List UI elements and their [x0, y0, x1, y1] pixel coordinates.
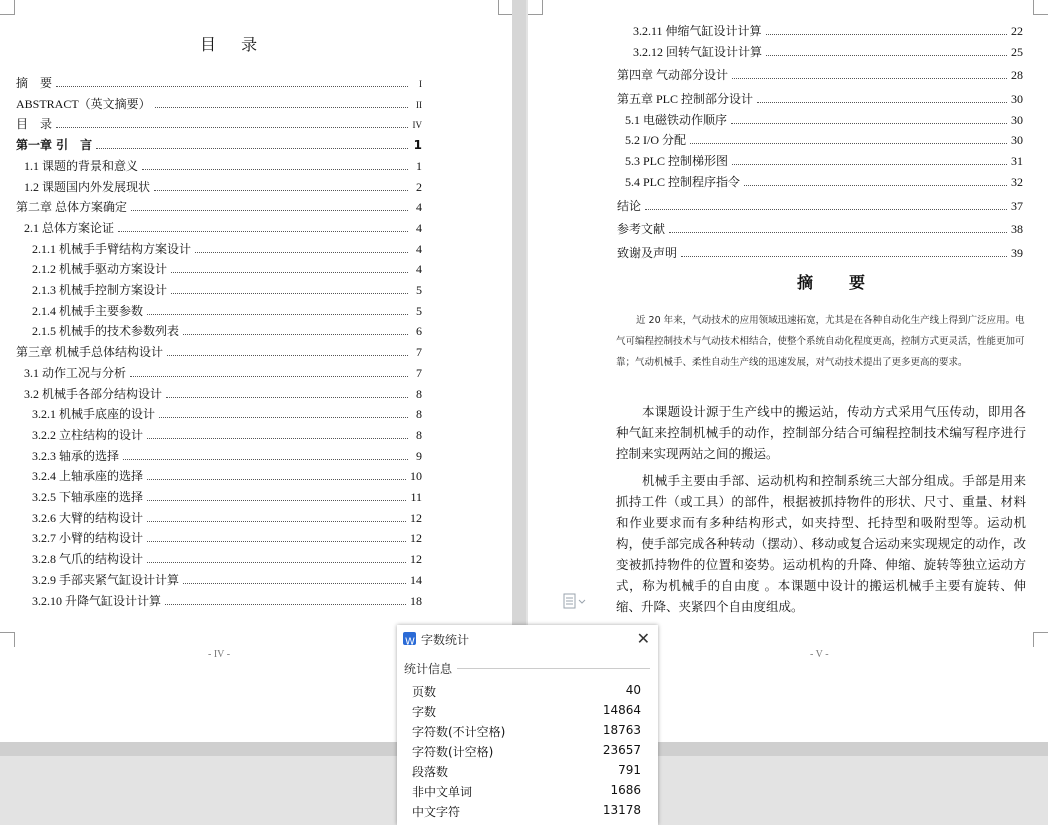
- stat-value: 23657: [602, 743, 641, 757]
- toc-entry[interactable]: [16, 199, 422, 215]
- toc-entry-page: 38: [1011, 222, 1023, 236]
- toc-entry[interactable]: [16, 344, 422, 360]
- toc-leader-dots: [744, 174, 1007, 186]
- toc-entry-page: 9: [416, 448, 422, 463]
- toc-entry-page: 1: [416, 158, 422, 173]
- toc-entry[interactable]: [24, 220, 422, 236]
- paragraph-layout-icon[interactable]: [563, 593, 587, 609]
- toc-leader-dots: [154, 179, 408, 191]
- toc-entry-page: 11: [410, 490, 422, 504]
- toc-entry-title: 3.2.2 立柱结构的设计: [32, 427, 144, 442]
- stat-row: [412, 743, 641, 760]
- toc-entry[interactable]: [32, 551, 422, 567]
- toc-leader-dots: [147, 468, 406, 480]
- toc-leader-dots: [147, 551, 406, 563]
- toc-entry-page: 2: [416, 179, 422, 194]
- toc-leader-dots: [757, 91, 1007, 103]
- toc-leader-dots: [681, 245, 1007, 257]
- toc-entry[interactable]: [24, 158, 422, 174]
- stat-label: 页数: [412, 685, 437, 699]
- toc-entry-title: 2.1 总体方案论证: [24, 220, 115, 235]
- toc-entry[interactable]: [32, 448, 422, 464]
- toc-entry-title: 3.2.1 机械手底座的设计: [32, 407, 156, 422]
- toc-entry-page: 5: [416, 283, 422, 297]
- toc-entry-page: 4: [416, 200, 422, 215]
- toc-entry[interactable]: [617, 245, 1023, 261]
- toc-entry-title: 3.2.11 伸缩气缸设计计算: [633, 24, 762, 38]
- toc-entry-page: 8: [416, 386, 422, 401]
- toc-leader-dots: [183, 323, 408, 335]
- word-count-dialog: [397, 625, 658, 825]
- toc-entry-page: 4: [416, 262, 422, 277]
- toc-entry-title: 1.1 课题的背景和意义: [24, 158, 139, 173]
- toc-entry-page: 5: [416, 303, 422, 318]
- toc-entry-title: 第四章 气动部分设计: [617, 68, 729, 82]
- toc-leader-dots: [147, 427, 408, 439]
- stat-row: [412, 783, 641, 800]
- page-number: - V -: [810, 649, 829, 660]
- app-logo-icon: [403, 632, 416, 645]
- toc-entry-page: 31: [1011, 154, 1023, 168]
- toc-entry-title: 3.2.9 手部夹紧气缸设计计算: [32, 572, 180, 587]
- toc-entry[interactable]: [32, 282, 422, 298]
- toc-leader-dots: [165, 593, 406, 605]
- toc-leader-dots: [171, 261, 408, 273]
- toc-entry-page: 30: [1011, 133, 1023, 147]
- toc-entry[interactable]: [617, 221, 1023, 237]
- toc-entry-page: 12: [410, 510, 422, 525]
- toc-entry[interactable]: [32, 427, 422, 443]
- toc-leader-dots: [147, 489, 406, 501]
- toc-leader-dots: [171, 282, 408, 294]
- svg-text:W: W: [405, 636, 415, 647]
- page-number: - IV -: [208, 649, 231, 660]
- toc-entry-page: 7: [416, 365, 422, 380]
- toc-entry-title: 2.1.5 机械手的技术参数列表: [32, 324, 180, 339]
- toc-entry-page: 6: [416, 324, 422, 339]
- toc-entry-title: 结论: [617, 199, 642, 213]
- toc-leader-dots: [195, 241, 408, 253]
- toc-entry[interactable]: [32, 406, 422, 422]
- stat-value: 40: [625, 683, 641, 697]
- toc-entry[interactable]: [24, 386, 422, 402]
- toc-leader-dots: [766, 44, 1007, 56]
- toc-entry-title: 5.1 电磁铁动作顺序: [625, 113, 728, 127]
- toc-leader-dots: [147, 510, 406, 522]
- toc-leader-dots: [96, 137, 408, 149]
- toc-entry-title: 摘 要: [16, 76, 53, 90]
- stat-row: [412, 723, 641, 740]
- toc-entry-title: 致谢及声明: [617, 246, 678, 260]
- toc-entry-title: 1.2 课题国内外发展现状: [24, 179, 151, 194]
- toc-entry-page: 28: [1011, 68, 1023, 82]
- toc-entry[interactable]: [32, 303, 422, 319]
- toc-entry-title: 3.2 机械手各部分结构设计: [24, 386, 163, 401]
- dialog-title: 字数统计: [421, 633, 470, 647]
- toc-entry-title: 3.2.3 轴承的选择: [32, 448, 120, 463]
- toc-entry[interactable]: [16, 96, 422, 113]
- crop-mark: [1033, 0, 1048, 15]
- toc-entry-title: 5.4 PLC 控制程序指令: [625, 175, 741, 189]
- toc-leader-dots: [142, 158, 408, 170]
- toc-entry[interactable]: [32, 593, 422, 609]
- toc-entry[interactable]: [16, 137, 422, 153]
- toc-entry-page: 39: [1011, 246, 1023, 260]
- stats-section-label: 统计信息: [404, 662, 453, 676]
- crop-mark: [0, 632, 15, 647]
- toc-leader-dots: [669, 221, 1007, 233]
- toc-leader-dots: [732, 67, 1007, 79]
- toc-entry[interactable]: [32, 261, 422, 277]
- toc-leader-dots: [123, 448, 408, 460]
- stat-row: [412, 763, 641, 780]
- abstract-small-text: 近 20 年来，气动技术的应用领域迅速拓宽，尤其是在各种自动化生产线上得到广泛应用。电气可编程控制技术与气动技术相结合，使整个系统自动化程度更高，控制方式更灵活，性能更加可靠；气动机械手、柔性自动生产线的迅速发展，对气动技术提出了更多更高的要求。: [616, 315, 1025, 368]
- toc-entry[interactable]: [24, 365, 422, 381]
- stat-row: [412, 683, 641, 700]
- toc-leader-dots: [147, 303, 408, 315]
- toc-entry-title: 参考文献: [617, 222, 666, 236]
- crop-mark: [0, 0, 15, 15]
- toc-entry[interactable]: [617, 67, 1023, 83]
- toc-entry-title: 5.3 PLC 控制梯形图: [625, 154, 729, 168]
- section-divider: [457, 668, 650, 669]
- toc-entry[interactable]: [32, 323, 422, 339]
- toc-entry-title: 第三章 机械手总体结构设计: [16, 345, 164, 360]
- toc-entry-title: 2.1.2 机械手驱动方案设计: [32, 262, 168, 277]
- toc-entry[interactable]: [32, 510, 422, 526]
- close-icon[interactable]: ✕: [636, 629, 650, 648]
- toc-entry-title: 3.2.4 上轴承座的选择: [32, 469, 144, 484]
- toc-entry-page: 8: [416, 407, 422, 422]
- toc-entry[interactable]: [32, 468, 422, 484]
- toc-entry[interactable]: [625, 112, 1023, 128]
- toc-leader-dots: [56, 75, 408, 87]
- toc-entry[interactable]: [32, 530, 422, 546]
- stat-label: 中文字符: [412, 805, 461, 819]
- toc-entry[interactable]: [24, 179, 422, 195]
- toc-leader-dots: [166, 386, 408, 398]
- toc-entry-title: ABSTRACT（英文摘要）: [16, 96, 151, 111]
- toc-entry[interactable]: [625, 132, 1023, 148]
- toc-entry-title: 2.1.1 机械手手臂结构方案设计: [32, 241, 192, 256]
- toc-entry-title: 5.2 I/O 分配: [625, 133, 686, 147]
- toc-entry-title: 3.2.6 大臂的结构设计: [32, 510, 144, 525]
- stat-row: [412, 703, 641, 720]
- toc-entry-title: 第二章 总体方案确定: [16, 200, 128, 215]
- toc-entry[interactable]: [32, 489, 422, 505]
- stat-row: [412, 803, 641, 820]
- toc-entry-page: II: [416, 99, 422, 110]
- toc-leader-dots: [732, 153, 1007, 165]
- toc-leader-dots: [130, 365, 408, 377]
- toc-entry-title: 3.2.12 回转气缸设计计算: [633, 45, 763, 59]
- toc-entry[interactable]: [32, 241, 422, 257]
- toc-entry-page: 4: [416, 220, 422, 235]
- toc-leader-dots: [645, 198, 1007, 210]
- toc-leader-dots: [56, 116, 408, 128]
- toc-entry[interactable]: [16, 116, 422, 133]
- toc-entry-title: 3.1 动作工况与分析: [24, 365, 127, 380]
- stat-value: 1686: [610, 783, 641, 797]
- toc-entry-page: 4: [416, 241, 422, 256]
- toc-entry[interactable]: [633, 44, 1023, 60]
- toc-leader-dots: [155, 96, 408, 108]
- toc-entry-page: 10: [410, 469, 422, 484]
- toc-leader-dots: [690, 132, 1007, 144]
- toc-entry[interactable]: [16, 75, 422, 92]
- toc-entry[interactable]: [625, 174, 1023, 190]
- stat-value: 18763: [602, 723, 641, 737]
- toc-entry-title: 3.2.8 气爪的结构设计: [32, 552, 144, 567]
- toc-entry-title: 目 录: [16, 117, 53, 132]
- toc-leader-dots: [118, 220, 408, 232]
- stat-value: 14864: [602, 703, 641, 717]
- toc-entry-title: 3.2.5 下轴承座的选择: [32, 490, 144, 504]
- toc-entry[interactable]: [625, 153, 1023, 169]
- toc-leader-dots: [147, 530, 406, 542]
- toc-entry-page: 37: [1011, 199, 1023, 213]
- toc-entry-page: 32: [1011, 175, 1023, 189]
- toc-entry-title: 2.1.4 机械手主要参数: [32, 303, 144, 318]
- toc-entry-page: 1: [413, 138, 422, 153]
- toc-entry-title: 3.2.10 升降气缸设计计算: [32, 593, 162, 608]
- toc-leader-dots: [731, 112, 1007, 124]
- toc-entry[interactable]: [617, 91, 1023, 107]
- toc-entry-title: 3.2.7 小臂的结构设计: [32, 531, 144, 546]
- abstract-paragraph-1: 本课题设计源于生产线中的搬运站，传动方式采用气压传动，即用各种气缸来控制机械手的动作，控制部分结合可编程控制技术编写程序进行控制来实现两站之间的搬运。: [616, 404, 1026, 461]
- toc-entry-page: 25: [1011, 45, 1023, 59]
- toc-entry-page: 14: [410, 572, 422, 587]
- stat-label: 非中文单词: [412, 785, 473, 799]
- toc-leader-dots: [159, 406, 408, 418]
- toc-entry-page: 12: [410, 552, 422, 567]
- abstract-paragraph-2: 机械手主要由手部、运动机构和控制系统三大部分组成。手部是用来抓持工件（或工具）的部件，根据被抓持物件的形状、尺寸、重量、材料和作业要求而有多种结构形式，如夹持型、托持型和吸附型等。运动机构，使手部完成各种转动（摆动）、移动或复合运动来实现规定的动作，改变被抓持物件的位置和姿势。运动机构的升降、伸缩、旋转等独立运动方式，称为机械手的自由度 。本课题中设计的搬运机械手主要有旋转、伸缩、升降、夹紧四个自由度组成。: [616, 473, 1026, 614]
- toc-entry-page: IV: [412, 120, 422, 131]
- toc-entry[interactable]: [32, 572, 422, 588]
- toc-leader-dots: [131, 199, 408, 211]
- toc-entry-page: 8: [416, 427, 422, 442]
- toc-entry-page: 30: [1011, 92, 1023, 106]
- toc-entry-title: 2.1.3 机械手控制方案设计: [32, 283, 168, 297]
- stat-label: 字符数(计空格): [412, 745, 494, 759]
- toc-leader-dots: [766, 23, 1007, 35]
- toc-heading: 目 录: [200, 35, 268, 54]
- crop-mark: [528, 0, 543, 15]
- toc-entry-title: 第五章 PLC 控制部分设计: [617, 92, 754, 106]
- toc-leader-dots: [167, 344, 408, 356]
- toc-entry-page: I: [419, 79, 422, 89]
- toc-entry[interactable]: [633, 23, 1023, 39]
- toc-entry-title: 第一章 引 言: [16, 138, 93, 153]
- toc-leader-dots: [183, 572, 406, 584]
- stat-label: 字符数(不计空格): [412, 725, 506, 739]
- toc-entry-page: 7: [416, 345, 422, 360]
- stat-value: 13178: [602, 803, 641, 817]
- toc-entry[interactable]: [617, 198, 1023, 214]
- toc-entry-page: 22: [1011, 24, 1023, 38]
- crop-mark: [1033, 632, 1048, 647]
- stat-label: 字数: [412, 705, 437, 719]
- toc-entry-page: 12: [410, 531, 422, 546]
- stat-value: 791: [618, 763, 641, 777]
- crop-mark: [498, 0, 513, 15]
- toc-entry-page: 18: [410, 593, 422, 608]
- toc-entry-page: 30: [1011, 113, 1023, 127]
- abstract-heading: 摘 要: [797, 273, 876, 292]
- stat-label: 段落数: [412, 765, 449, 779]
